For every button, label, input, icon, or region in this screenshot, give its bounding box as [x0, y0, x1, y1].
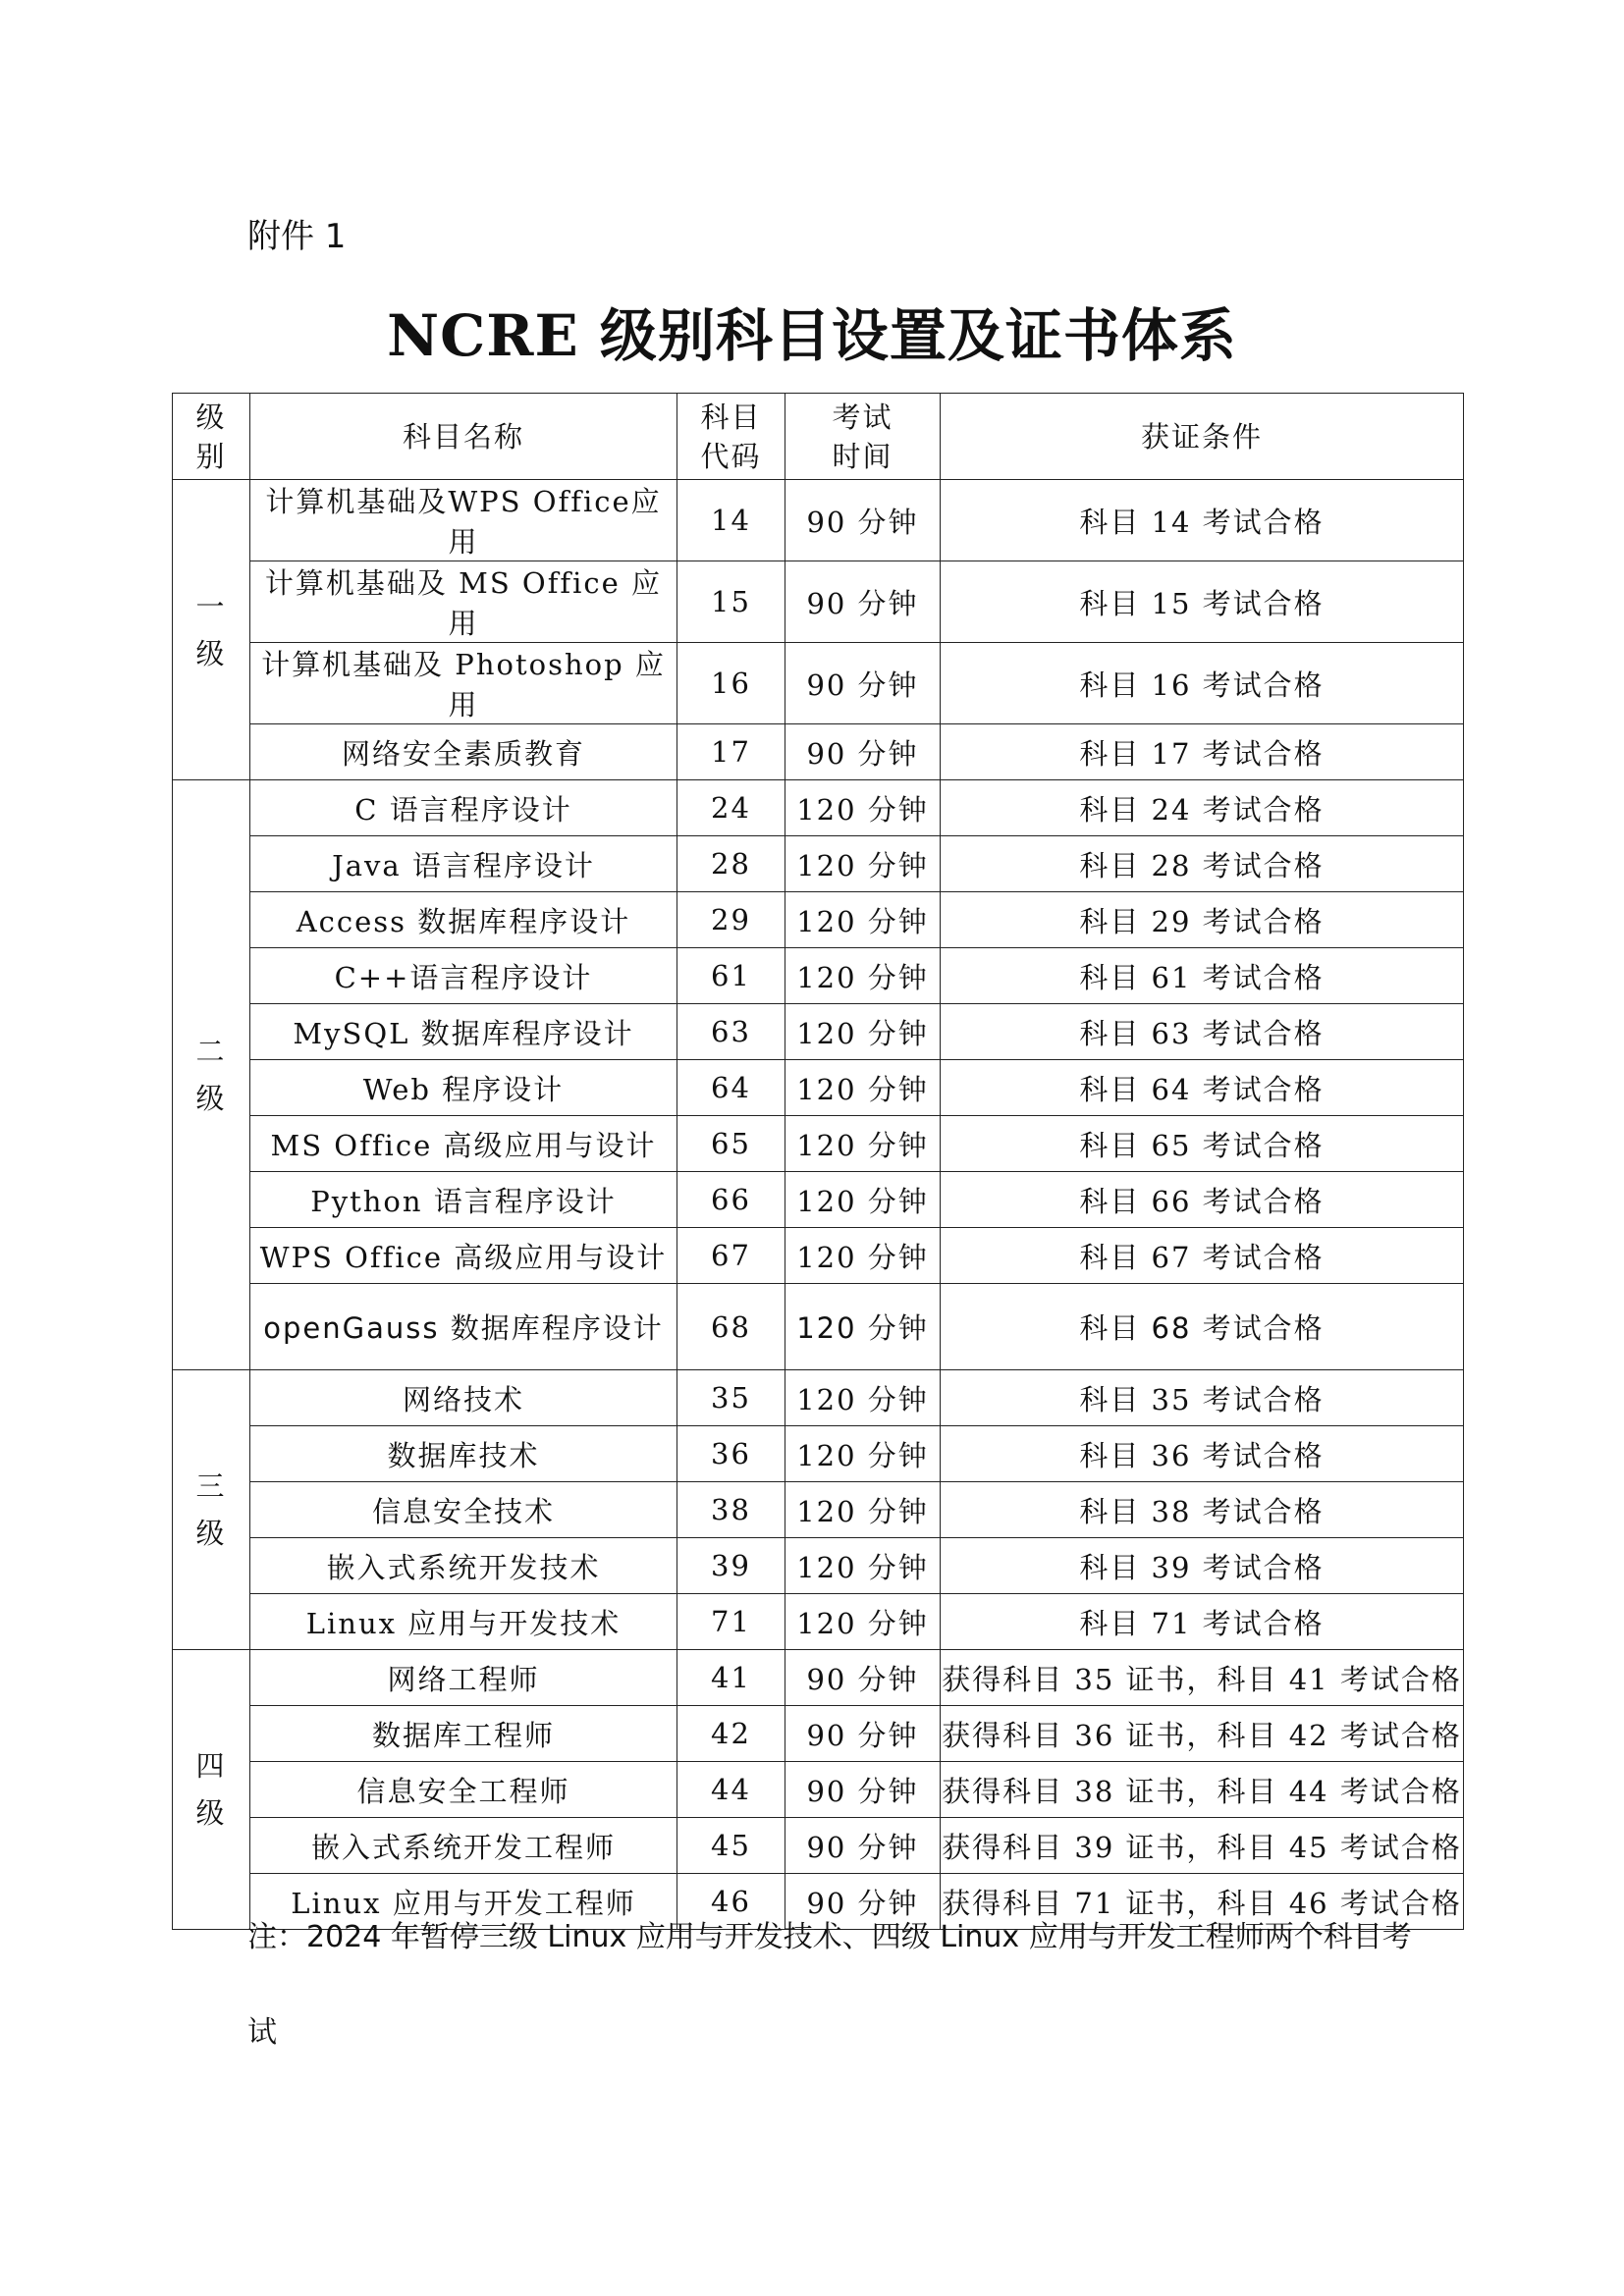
- exam-time: 90 分钟: [785, 1762, 941, 1818]
- table-header-row: [173, 394, 1464, 480]
- certificate-condition: 科目 67 考试合格: [941, 1228, 1464, 1284]
- table-row: [173, 1228, 1464, 1284]
- exam-time: 90 分钟: [785, 643, 941, 724]
- subject-name: 数据库技术: [250, 1426, 677, 1482]
- subject-name: 网络工程师: [250, 1650, 677, 1706]
- certificate-condition: 科目 63 考试合格: [941, 1004, 1464, 1060]
- header-subject-name: 科目名称: [250, 394, 677, 480]
- subject-code: 36: [677, 1426, 785, 1482]
- certificate-condition: 科目 38 考试合格: [941, 1482, 1464, 1538]
- subject-code: 38: [677, 1482, 785, 1538]
- subject-name: 信息安全技术: [250, 1482, 677, 1538]
- certificate-condition: 获得科目 39 证书，科目 45 考试合格: [941, 1818, 1464, 1874]
- subject-code: 46: [677, 1874, 785, 1930]
- certificate-condition: 科目 24 考试合格: [941, 780, 1464, 836]
- subject-name: WPS Office 高级应用与设计: [250, 1228, 677, 1284]
- subject-name: 嵌入式系统开发技术: [250, 1538, 677, 1594]
- exam-time: 120 分钟: [785, 1482, 941, 1538]
- certificate-condition: 科目 68 考试合格: [941, 1284, 1464, 1370]
- table-row: [173, 1594, 1464, 1650]
- exam-time: 120 分钟: [785, 1370, 941, 1426]
- subject-name: openGauss 数据库程序设计: [250, 1284, 677, 1370]
- level-cell-3: 三 级: [173, 1370, 250, 1650]
- certificate-condition: 获得科目 36 证书，科目 42 考试合格: [941, 1706, 1464, 1762]
- table-row: [173, 1172, 1464, 1228]
- subject-code: 15: [677, 561, 785, 643]
- table-row: [173, 1650, 1464, 1706]
- attachment-label: 附件 1: [247, 217, 347, 256]
- certificate-condition: 科目 36 考试合格: [941, 1426, 1464, 1482]
- subject-code: 35: [677, 1370, 785, 1426]
- subject-code: 68: [677, 1284, 785, 1370]
- subject-code: 64: [677, 1060, 785, 1116]
- subject-name: Python 语言程序设计: [250, 1172, 677, 1228]
- certificate-condition: 科目 14 考试合格: [941, 480, 1464, 561]
- subject-name: C 语言程序设计: [250, 780, 677, 836]
- subject-name: Linux 应用与开发技术: [250, 1594, 677, 1650]
- exam-time: 120 分钟: [785, 892, 941, 948]
- certificate-condition: 科目 35 考试合格: [941, 1370, 1464, 1426]
- exam-time: 120 分钟: [785, 1426, 941, 1482]
- document-title: NCRE 级别科目设置及证书体系: [387, 302, 1237, 369]
- subject-code: 71: [677, 1594, 785, 1650]
- subject-name: MySQL 数据库程序设计: [250, 1004, 677, 1060]
- subject-name: MS Office 高级应用与设计: [250, 1116, 677, 1172]
- table-row: [173, 643, 1464, 724]
- certificate-condition: 获得科目 35 证书，科目 41 考试合格: [941, 1650, 1464, 1706]
- exam-time: 120 分钟: [785, 1004, 941, 1060]
- exam-time: 90 分钟: [785, 480, 941, 561]
- table-row: [173, 561, 1464, 643]
- subject-code: 14: [677, 480, 785, 561]
- table-row: [173, 780, 1464, 836]
- subject-code: 16: [677, 643, 785, 724]
- exam-time: 90 分钟: [785, 1650, 941, 1706]
- subject-code: 29: [677, 892, 785, 948]
- subject-name: 计算机基础及WPS Office应用: [250, 480, 677, 561]
- subject-code: 66: [677, 1172, 785, 1228]
- certificate-condition: 科目 29 考试合格: [941, 892, 1464, 948]
- table-row: [173, 1706, 1464, 1762]
- subject-name: Java 语言程序设计: [250, 836, 677, 892]
- subject-code: 41: [677, 1650, 785, 1706]
- exam-time: 120 分钟: [785, 1284, 941, 1370]
- header-subject-code: 科目 代码: [677, 394, 785, 480]
- subject-code: 24: [677, 780, 785, 836]
- table-row: [173, 1482, 1464, 1538]
- table-row: [173, 1370, 1464, 1426]
- header-level: 级 别: [173, 394, 250, 480]
- table-row: [173, 1538, 1464, 1594]
- subject-name: 网络安全素质教育: [250, 724, 677, 780]
- subject-code: 44: [677, 1762, 785, 1818]
- certificate-condition: 科目 17 考试合格: [941, 724, 1464, 780]
- subject-code: 17: [677, 724, 785, 780]
- table-row: [173, 1004, 1464, 1060]
- exam-time: 120 分钟: [785, 1172, 941, 1228]
- exam-time: 90 分钟: [785, 1874, 941, 1930]
- table-row: [173, 1116, 1464, 1172]
- subject-code: 63: [677, 1004, 785, 1060]
- table-row: [173, 1060, 1464, 1116]
- exam-time: 120 分钟: [785, 1538, 941, 1594]
- table-row: [173, 1284, 1464, 1370]
- certificate-condition: 科目 71 考试合格: [941, 1594, 1464, 1650]
- exam-time: 120 分钟: [785, 1060, 941, 1116]
- subject-name: 计算机基础及 Photoshop 应用: [250, 643, 677, 724]
- exam-time: 90 分钟: [785, 724, 941, 780]
- subject-name: Web 程序设计: [250, 1060, 677, 1116]
- header-certificate-condition: 获证条件: [941, 394, 1464, 480]
- level-cell-2: 二 级: [173, 780, 250, 1370]
- certificate-condition: 科目 64 考试合格: [941, 1060, 1464, 1116]
- subject-code: 65: [677, 1116, 785, 1172]
- table-row: [173, 948, 1464, 1004]
- subject-name: 嵌入式系统开发工程师: [250, 1818, 677, 1874]
- header-exam-time: 考试 时间: [785, 394, 941, 480]
- subject-code: 39: [677, 1538, 785, 1594]
- certificate-condition: 科目 39 考试合格: [941, 1538, 1464, 1594]
- table-row: [173, 480, 1464, 561]
- level-cell-1: 一 级: [173, 480, 250, 780]
- subject-code: 61: [677, 948, 785, 1004]
- table-row: [173, 1818, 1464, 1874]
- subject-table: [172, 393, 1464, 1930]
- subject-code: 28: [677, 836, 785, 892]
- subject-name: Linux 应用与开发工程师: [250, 1874, 677, 1930]
- certificate-condition: 科目 28 考试合格: [941, 836, 1464, 892]
- subject-name: 计算机基础及 MS Office 应用: [250, 561, 677, 643]
- subject-name: C++语言程序设计: [250, 948, 677, 1004]
- certificate-condition: 科目 15 考试合格: [941, 561, 1464, 643]
- subject-code: 45: [677, 1818, 785, 1874]
- table-row: [173, 1762, 1464, 1818]
- table-row: [173, 892, 1464, 948]
- table-row: [173, 1426, 1464, 1482]
- exam-time: 120 分钟: [785, 1228, 941, 1284]
- subject-name: 数据库工程师: [250, 1706, 677, 1762]
- exam-time: 90 分钟: [785, 1818, 941, 1874]
- subject-code: 42: [677, 1706, 785, 1762]
- certificate-condition: 科目 61 考试合格: [941, 948, 1464, 1004]
- exam-time: 120 分钟: [785, 836, 941, 892]
- exam-time: 90 分钟: [785, 1706, 941, 1762]
- subject-name: Access 数据库程序设计: [250, 892, 677, 948]
- subject-code: 67: [677, 1228, 785, 1284]
- table-row: [173, 836, 1464, 892]
- certificate-condition: 科目 16 考试合格: [941, 643, 1464, 724]
- exam-time: 120 分钟: [785, 1594, 941, 1650]
- footnote: 注：2024 年暂停三级 Linux 应用与开发技术、四级 Linux 应用与开发工程师两个科目考试: [247, 1920, 1412, 2050]
- certificate-condition: 获得科目 38 证书，科目 44 考试合格: [941, 1762, 1464, 1818]
- exam-time: 90 分钟: [785, 561, 941, 643]
- subject-name: 网络技术: [250, 1370, 677, 1426]
- certificate-condition: 获得科目 71 证书，科目 46 考试合格: [941, 1874, 1464, 1930]
- level-cell-4: 四 级: [173, 1650, 250, 1930]
- certificate-condition: 科目 66 考试合格: [941, 1172, 1464, 1228]
- table-row: [173, 724, 1464, 780]
- subject-name: 信息安全工程师: [250, 1762, 677, 1818]
- exam-time: 120 分钟: [785, 948, 941, 1004]
- exam-time: 120 分钟: [785, 780, 941, 836]
- exam-time: 120 分钟: [785, 1116, 941, 1172]
- certificate-condition: 科目 65 考试合格: [941, 1116, 1464, 1172]
